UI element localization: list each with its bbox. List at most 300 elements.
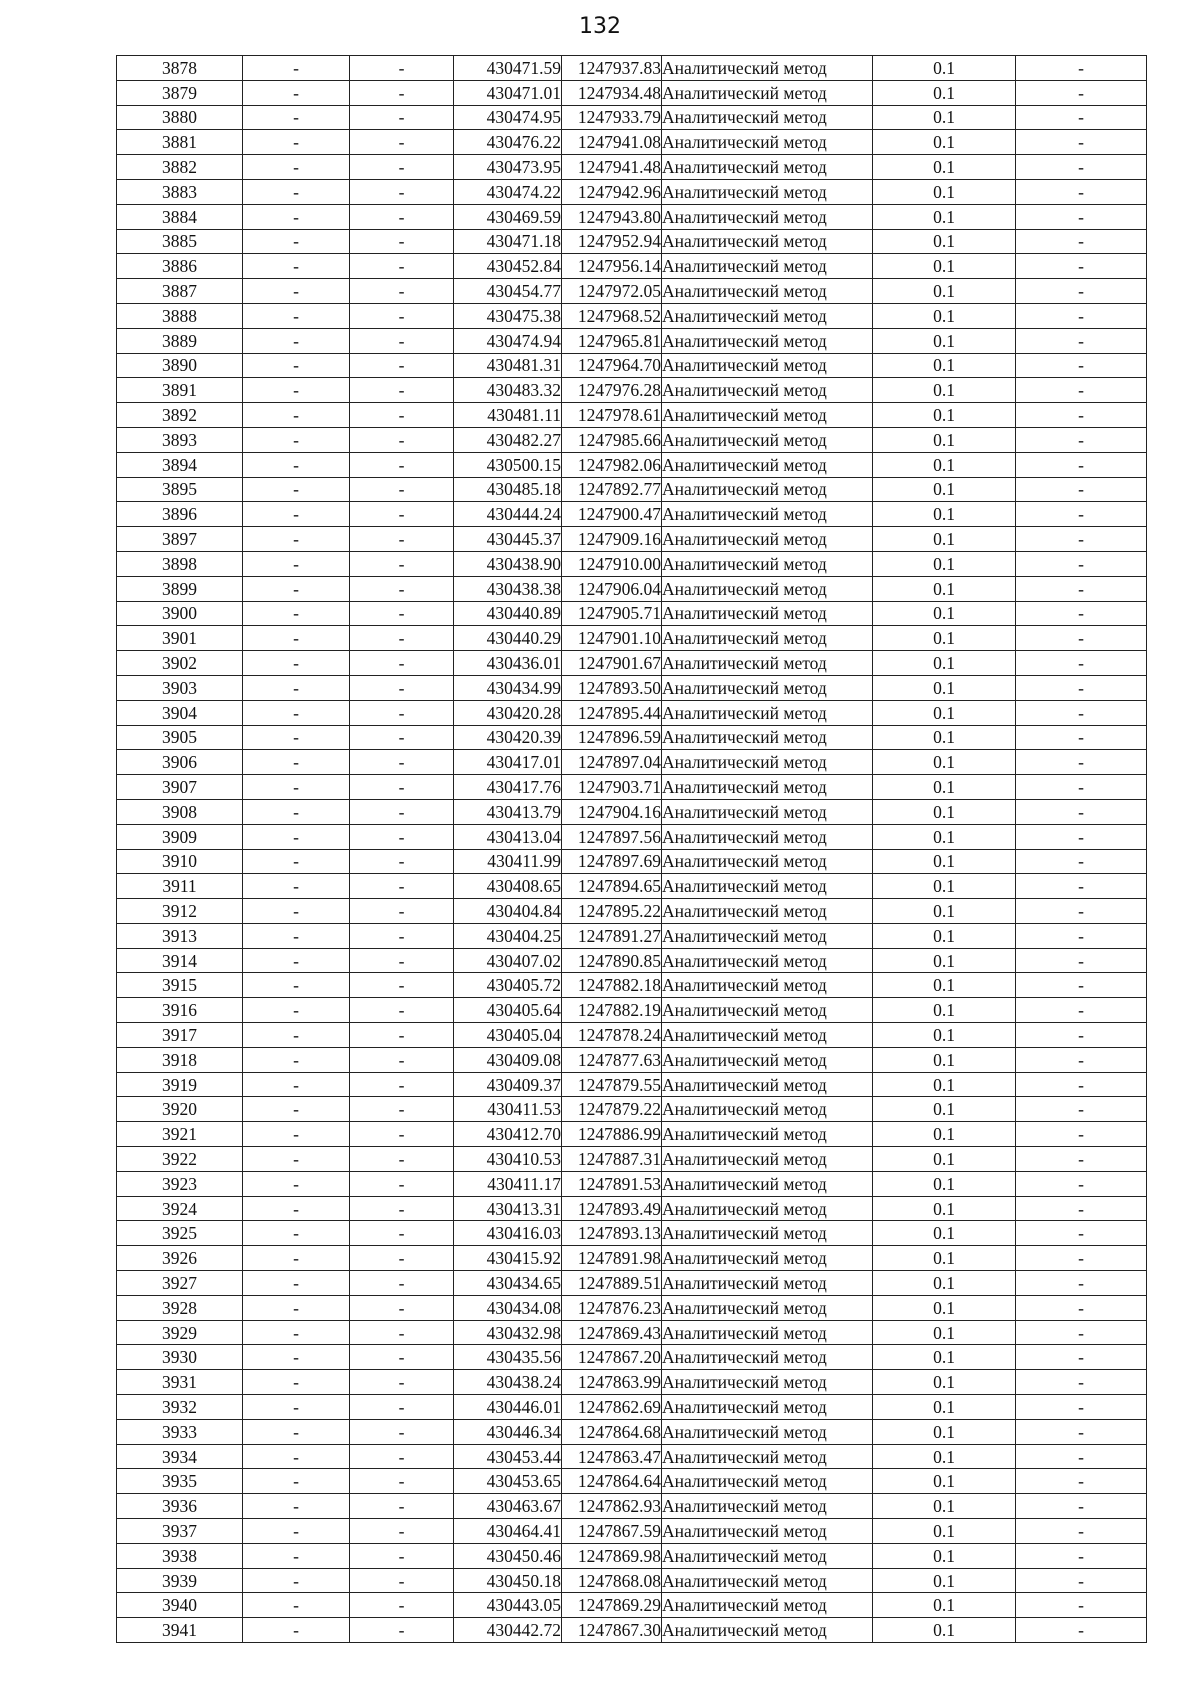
- col3-cell: -: [350, 1097, 454, 1122]
- accuracy-cell: 0.1: [873, 973, 1016, 998]
- y-coordinate-cell: 1247864.64: [562, 1469, 662, 1494]
- method-cell: Аналитический метод: [662, 1221, 873, 1246]
- col2-cell: -: [243, 626, 350, 651]
- col2-cell: -: [243, 874, 350, 899]
- col3-cell: -: [350, 452, 454, 477]
- col2-cell: -: [243, 899, 350, 924]
- table-row: [117, 1196, 1147, 1221]
- y-coordinate-cell: 1247985.66: [562, 427, 662, 452]
- accuracy-cell: 0.1: [873, 948, 1016, 973]
- point-number-cell: 3888: [117, 303, 243, 328]
- y-coordinate-cell: 1247869.43: [562, 1320, 662, 1345]
- point-number-cell: 3934: [117, 1444, 243, 1469]
- method-cell: Аналитический метод: [662, 601, 873, 626]
- col3-cell: -: [350, 1469, 454, 1494]
- x-coordinate-cell: 430438.24: [454, 1370, 562, 1395]
- x-coordinate-cell: 430446.34: [454, 1419, 562, 1444]
- y-coordinate-cell: 1247867.20: [562, 1345, 662, 1370]
- table-row: [117, 130, 1147, 155]
- accuracy-cell: 0.1: [873, 725, 1016, 750]
- method-cell: Аналитический метод: [662, 849, 873, 874]
- col2-cell: -: [243, 105, 350, 130]
- y-coordinate-cell: 1247863.99: [562, 1370, 662, 1395]
- point-number-cell: 3903: [117, 675, 243, 700]
- col2-cell: -: [243, 1543, 350, 1568]
- col3-cell: -: [350, 1320, 454, 1345]
- col2-cell: -: [243, 1097, 350, 1122]
- table-row: [117, 1271, 1147, 1296]
- table-row: [117, 775, 1147, 800]
- table-row: [117, 1246, 1147, 1271]
- col2-cell: -: [243, 1444, 350, 1469]
- point-number-cell: 3941: [117, 1618, 243, 1643]
- col8-cell: -: [1016, 923, 1147, 948]
- col3-cell: -: [350, 1171, 454, 1196]
- point-number-cell: 3892: [117, 403, 243, 428]
- accuracy-cell: 0.1: [873, 849, 1016, 874]
- accuracy-cell: 0.1: [873, 527, 1016, 552]
- coordinates-table: [116, 55, 1147, 1643]
- col8-cell: -: [1016, 1618, 1147, 1643]
- accuracy-cell: 0.1: [873, 353, 1016, 378]
- point-number-cell: 3904: [117, 700, 243, 725]
- col2-cell: -: [243, 229, 350, 254]
- accuracy-cell: 0.1: [873, 403, 1016, 428]
- col3-cell: -: [350, 1295, 454, 1320]
- point-number-cell: 3894: [117, 452, 243, 477]
- col3-cell: -: [350, 1271, 454, 1296]
- col3-cell: -: [350, 1494, 454, 1519]
- x-coordinate-cell: 430483.32: [454, 378, 562, 403]
- table-row: [117, 1047, 1147, 1072]
- method-cell: Аналитический метод: [662, 824, 873, 849]
- method-cell: Аналитический метод: [662, 1147, 873, 1172]
- x-coordinate-cell: 430450.18: [454, 1568, 562, 1593]
- y-coordinate-cell: 1247942.96: [562, 179, 662, 204]
- col2-cell: -: [243, 1221, 350, 1246]
- y-coordinate-cell: 1247941.48: [562, 155, 662, 180]
- table-row: [117, 502, 1147, 527]
- col8-cell: -: [1016, 56, 1147, 81]
- accuracy-cell: 0.1: [873, 1271, 1016, 1296]
- table-row: [117, 824, 1147, 849]
- x-coordinate-cell: 430453.65: [454, 1469, 562, 1494]
- x-coordinate-cell: 430409.08: [454, 1047, 562, 1072]
- col2-cell: -: [243, 700, 350, 725]
- point-number-cell: 3896: [117, 502, 243, 527]
- y-coordinate-cell: 1247952.94: [562, 229, 662, 254]
- x-coordinate-cell: 430450.46: [454, 1543, 562, 1568]
- point-number-cell: 3895: [117, 477, 243, 502]
- y-coordinate-cell: 1247903.71: [562, 775, 662, 800]
- point-number-cell: 3924: [117, 1196, 243, 1221]
- table-row: [117, 1221, 1147, 1246]
- x-coordinate-cell: 430436.01: [454, 651, 562, 676]
- col3-cell: -: [350, 1395, 454, 1420]
- col2-cell: -: [243, 1593, 350, 1618]
- x-coordinate-cell: 430471.59: [454, 56, 562, 81]
- col8-cell: -: [1016, 204, 1147, 229]
- col3-cell: -: [350, 378, 454, 403]
- accuracy-cell: 0.1: [873, 923, 1016, 948]
- x-coordinate-cell: 430438.90: [454, 551, 562, 576]
- method-cell: Аналитический метод: [662, 1097, 873, 1122]
- x-coordinate-cell: 430481.11: [454, 403, 562, 428]
- col2-cell: -: [243, 973, 350, 998]
- x-coordinate-cell: 430438.38: [454, 576, 562, 601]
- y-coordinate-cell: 1247891.27: [562, 923, 662, 948]
- point-number-cell: 3887: [117, 279, 243, 304]
- point-number-cell: 3919: [117, 1072, 243, 1097]
- accuracy-cell: 0.1: [873, 1395, 1016, 1420]
- method-cell: Аналитический метод: [662, 1246, 873, 1271]
- method-cell: Аналитический метод: [662, 1047, 873, 1072]
- col2-cell: -: [243, 80, 350, 105]
- point-number-cell: 3916: [117, 998, 243, 1023]
- table-row: [117, 1023, 1147, 1048]
- table-row: [117, 303, 1147, 328]
- accuracy-cell: 0.1: [873, 775, 1016, 800]
- y-coordinate-cell: 1247868.08: [562, 1568, 662, 1593]
- col2-cell: -: [243, 452, 350, 477]
- x-coordinate-cell: 430452.84: [454, 254, 562, 279]
- method-cell: Аналитический метод: [662, 477, 873, 502]
- col2-cell: -: [243, 1568, 350, 1593]
- col3-cell: -: [350, 1419, 454, 1444]
- col2-cell: -: [243, 477, 350, 502]
- y-coordinate-cell: 1247862.93: [562, 1494, 662, 1519]
- col8-cell: -: [1016, 179, 1147, 204]
- accuracy-cell: 0.1: [873, 1419, 1016, 1444]
- col2-cell: -: [243, 651, 350, 676]
- col2-cell: -: [243, 155, 350, 180]
- col3-cell: -: [350, 1593, 454, 1618]
- y-coordinate-cell: 1247869.98: [562, 1543, 662, 1568]
- x-coordinate-cell: 430481.31: [454, 353, 562, 378]
- y-coordinate-cell: 1247864.68: [562, 1419, 662, 1444]
- point-number-cell: 3880: [117, 105, 243, 130]
- col3-cell: -: [350, 303, 454, 328]
- x-coordinate-cell: 430413.04: [454, 824, 562, 849]
- col2-cell: -: [243, 1171, 350, 1196]
- y-coordinate-cell: 1247934.48: [562, 80, 662, 105]
- col8-cell: -: [1016, 1395, 1147, 1420]
- point-number-cell: 3890: [117, 353, 243, 378]
- y-coordinate-cell: 1247895.22: [562, 899, 662, 924]
- point-number-cell: 3922: [117, 1147, 243, 1172]
- table-row: [117, 1593, 1147, 1618]
- accuracy-cell: 0.1: [873, 1370, 1016, 1395]
- col2-cell: -: [243, 1320, 350, 1345]
- y-coordinate-cell: 1247972.05: [562, 279, 662, 304]
- col8-cell: -: [1016, 651, 1147, 676]
- table-row: [117, 279, 1147, 304]
- x-coordinate-cell: 430420.28: [454, 700, 562, 725]
- table-row: [117, 551, 1147, 576]
- y-coordinate-cell: 1247891.98: [562, 1246, 662, 1271]
- y-coordinate-cell: 1247878.24: [562, 1023, 662, 1048]
- accuracy-cell: 0.1: [873, 427, 1016, 452]
- col2-cell: -: [243, 254, 350, 279]
- point-number-cell: 3937: [117, 1519, 243, 1544]
- col8-cell: -: [1016, 1122, 1147, 1147]
- accuracy-cell: 0.1: [873, 477, 1016, 502]
- accuracy-cell: 0.1: [873, 1072, 1016, 1097]
- y-coordinate-cell: 1247901.67: [562, 651, 662, 676]
- method-cell: Аналитический метод: [662, 1469, 873, 1494]
- y-coordinate-cell: 1247964.70: [562, 353, 662, 378]
- col3-cell: -: [350, 651, 454, 676]
- col8-cell: -: [1016, 1469, 1147, 1494]
- col8-cell: -: [1016, 452, 1147, 477]
- accuracy-cell: 0.1: [873, 56, 1016, 81]
- col8-cell: -: [1016, 1543, 1147, 1568]
- col8-cell: -: [1016, 1221, 1147, 1246]
- method-cell: Аналитический метод: [662, 1568, 873, 1593]
- y-coordinate-cell: 1247897.04: [562, 750, 662, 775]
- col3-cell: -: [350, 973, 454, 998]
- col3-cell: -: [350, 403, 454, 428]
- method-cell: Аналитический метод: [662, 1196, 873, 1221]
- col8-cell: -: [1016, 725, 1147, 750]
- col2-cell: -: [243, 353, 350, 378]
- col8-cell: -: [1016, 1444, 1147, 1469]
- y-coordinate-cell: 1247900.47: [562, 502, 662, 527]
- col8-cell: -: [1016, 303, 1147, 328]
- col8-cell: -: [1016, 799, 1147, 824]
- point-number-cell: 3928: [117, 1295, 243, 1320]
- point-number-cell: 3927: [117, 1271, 243, 1296]
- table-row: [117, 80, 1147, 105]
- point-number-cell: 3936: [117, 1494, 243, 1519]
- point-number-cell: 3891: [117, 378, 243, 403]
- y-coordinate-cell: 1247893.50: [562, 675, 662, 700]
- method-cell: Аналитический метод: [662, 204, 873, 229]
- accuracy-cell: 0.1: [873, 1320, 1016, 1345]
- method-cell: Аналитический метод: [662, 750, 873, 775]
- col3-cell: -: [350, 80, 454, 105]
- x-coordinate-cell: 430464.41: [454, 1519, 562, 1544]
- y-coordinate-cell: 1247906.04: [562, 576, 662, 601]
- accuracy-cell: 0.1: [873, 502, 1016, 527]
- col8-cell: -: [1016, 849, 1147, 874]
- col2-cell: -: [243, 378, 350, 403]
- point-number-cell: 3918: [117, 1047, 243, 1072]
- y-coordinate-cell: 1247909.16: [562, 527, 662, 552]
- y-coordinate-cell: 1247882.18: [562, 973, 662, 998]
- point-number-cell: 3901: [117, 626, 243, 651]
- col8-cell: -: [1016, 279, 1147, 304]
- col3-cell: -: [350, 1543, 454, 1568]
- point-number-cell: 3879: [117, 80, 243, 105]
- x-coordinate-cell: 430411.53: [454, 1097, 562, 1122]
- col8-cell: -: [1016, 328, 1147, 353]
- col8-cell: -: [1016, 551, 1147, 576]
- col8-cell: -: [1016, 775, 1147, 800]
- col8-cell: -: [1016, 601, 1147, 626]
- method-cell: Аналитический метод: [662, 1171, 873, 1196]
- col8-cell: -: [1016, 155, 1147, 180]
- method-cell: Аналитический метод: [662, 105, 873, 130]
- y-coordinate-cell: 1247889.51: [562, 1271, 662, 1296]
- method-cell: Аналитический метод: [662, 700, 873, 725]
- method-cell: Аналитический метод: [662, 998, 873, 1023]
- method-cell: Аналитический метод: [662, 651, 873, 676]
- col2-cell: -: [243, 56, 350, 81]
- col3-cell: -: [350, 576, 454, 601]
- col2-cell: -: [243, 1419, 350, 1444]
- table-row: [117, 973, 1147, 998]
- y-coordinate-cell: 1247905.71: [562, 601, 662, 626]
- table-row: [117, 799, 1147, 824]
- col2-cell: -: [243, 601, 350, 626]
- accuracy-cell: 0.1: [873, 1171, 1016, 1196]
- col3-cell: -: [350, 601, 454, 626]
- col3-cell: -: [350, 899, 454, 924]
- point-number-cell: 3932: [117, 1395, 243, 1420]
- method-cell: Аналитический метод: [662, 502, 873, 527]
- x-coordinate-cell: 430453.44: [454, 1444, 562, 1469]
- col8-cell: -: [1016, 254, 1147, 279]
- x-coordinate-cell: 430445.37: [454, 527, 562, 552]
- method-cell: Аналитический метод: [662, 130, 873, 155]
- method-cell: Аналитический метод: [662, 1271, 873, 1296]
- x-coordinate-cell: 430444.24: [454, 502, 562, 527]
- y-coordinate-cell: 1247956.14: [562, 254, 662, 279]
- table-row: [117, 1370, 1147, 1395]
- accuracy-cell: 0.1: [873, 1618, 1016, 1643]
- col2-cell: -: [243, 527, 350, 552]
- col8-cell: -: [1016, 1196, 1147, 1221]
- col8-cell: -: [1016, 1320, 1147, 1345]
- x-coordinate-cell: 430463.67: [454, 1494, 562, 1519]
- col2-cell: -: [243, 824, 350, 849]
- col3-cell: -: [350, 923, 454, 948]
- x-coordinate-cell: 430404.25: [454, 923, 562, 948]
- col2-cell: -: [243, 1469, 350, 1494]
- method-cell: Аналитический метод: [662, 948, 873, 973]
- y-coordinate-cell: 1247965.81: [562, 328, 662, 353]
- col3-cell: -: [350, 1370, 454, 1395]
- y-coordinate-cell: 1247982.06: [562, 452, 662, 477]
- x-coordinate-cell: 430440.89: [454, 601, 562, 626]
- table-row: [117, 1295, 1147, 1320]
- col8-cell: -: [1016, 1171, 1147, 1196]
- accuracy-cell: 0.1: [873, 229, 1016, 254]
- col2-cell: -: [243, 1072, 350, 1097]
- method-cell: Аналитический метод: [662, 973, 873, 998]
- col3-cell: -: [350, 551, 454, 576]
- method-cell: Аналитический метод: [662, 1519, 873, 1544]
- y-coordinate-cell: 1247978.61: [562, 403, 662, 428]
- table-row: [117, 700, 1147, 725]
- point-number-cell: 3898: [117, 551, 243, 576]
- col2-cell: -: [243, 1147, 350, 1172]
- accuracy-cell: 0.1: [873, 179, 1016, 204]
- col8-cell: -: [1016, 527, 1147, 552]
- col8-cell: -: [1016, 1568, 1147, 1593]
- y-coordinate-cell: 1247887.31: [562, 1147, 662, 1172]
- col8-cell: -: [1016, 353, 1147, 378]
- col8-cell: -: [1016, 700, 1147, 725]
- method-cell: Аналитический метод: [662, 56, 873, 81]
- col3-cell: -: [350, 998, 454, 1023]
- col8-cell: -: [1016, 626, 1147, 651]
- col8-cell: -: [1016, 948, 1147, 973]
- col3-cell: -: [350, 1345, 454, 1370]
- x-coordinate-cell: 430413.31: [454, 1196, 562, 1221]
- method-cell: Аналитический метод: [662, 1320, 873, 1345]
- col2-cell: -: [243, 1345, 350, 1370]
- point-number-cell: 3908: [117, 799, 243, 824]
- table-row: [117, 452, 1147, 477]
- point-number-cell: 3940: [117, 1593, 243, 1618]
- col8-cell: -: [1016, 403, 1147, 428]
- method-cell: Аналитический метод: [662, 1395, 873, 1420]
- x-coordinate-cell: 430446.01: [454, 1395, 562, 1420]
- col8-cell: -: [1016, 1519, 1147, 1544]
- col8-cell: -: [1016, 477, 1147, 502]
- accuracy-cell: 0.1: [873, 328, 1016, 353]
- x-coordinate-cell: 430407.02: [454, 948, 562, 973]
- x-coordinate-cell: 430432.98: [454, 1320, 562, 1345]
- method-cell: Аналитический метод: [662, 1122, 873, 1147]
- col2-cell: -: [243, 179, 350, 204]
- x-coordinate-cell: 430475.38: [454, 303, 562, 328]
- y-coordinate-cell: 1247933.79: [562, 105, 662, 130]
- x-coordinate-cell: 430409.37: [454, 1072, 562, 1097]
- col3-cell: -: [350, 527, 454, 552]
- table-row: [117, 353, 1147, 378]
- col2-cell: -: [243, 1246, 350, 1271]
- method-cell: Аналитический метод: [662, 675, 873, 700]
- x-coordinate-cell: 430412.70: [454, 1122, 562, 1147]
- col3-cell: -: [350, 750, 454, 775]
- table-row: [117, 1618, 1147, 1643]
- table-row: [117, 675, 1147, 700]
- method-cell: Аналитический метод: [662, 775, 873, 800]
- accuracy-cell: 0.1: [873, 874, 1016, 899]
- table-row: [117, 626, 1147, 651]
- method-cell: Аналитический метод: [662, 923, 873, 948]
- col8-cell: -: [1016, 427, 1147, 452]
- accuracy-cell: 0.1: [873, 1593, 1016, 1618]
- table-row: [117, 601, 1147, 626]
- accuracy-cell: 0.1: [873, 1221, 1016, 1246]
- col3-cell: -: [350, 353, 454, 378]
- point-number-cell: 3886: [117, 254, 243, 279]
- method-cell: Аналитический метод: [662, 551, 873, 576]
- point-number-cell: 3912: [117, 899, 243, 924]
- col2-cell: -: [243, 427, 350, 452]
- method-cell: Аналитический метод: [662, 576, 873, 601]
- col3-cell: -: [350, 725, 454, 750]
- table-row: [117, 328, 1147, 353]
- table-row: [117, 56, 1147, 81]
- x-coordinate-cell: 430435.56: [454, 1345, 562, 1370]
- table-row: [117, 378, 1147, 403]
- accuracy-cell: 0.1: [873, 303, 1016, 328]
- table-row: [117, 229, 1147, 254]
- col3-cell: -: [350, 675, 454, 700]
- x-coordinate-cell: 430411.17: [454, 1171, 562, 1196]
- x-coordinate-cell: 430474.94: [454, 328, 562, 353]
- y-coordinate-cell: 1247893.13: [562, 1221, 662, 1246]
- point-number-cell: 3910: [117, 849, 243, 874]
- accuracy-cell: 0.1: [873, 1568, 1016, 1593]
- y-coordinate-cell: 1247863.47: [562, 1444, 662, 1469]
- point-number-cell: 3930: [117, 1345, 243, 1370]
